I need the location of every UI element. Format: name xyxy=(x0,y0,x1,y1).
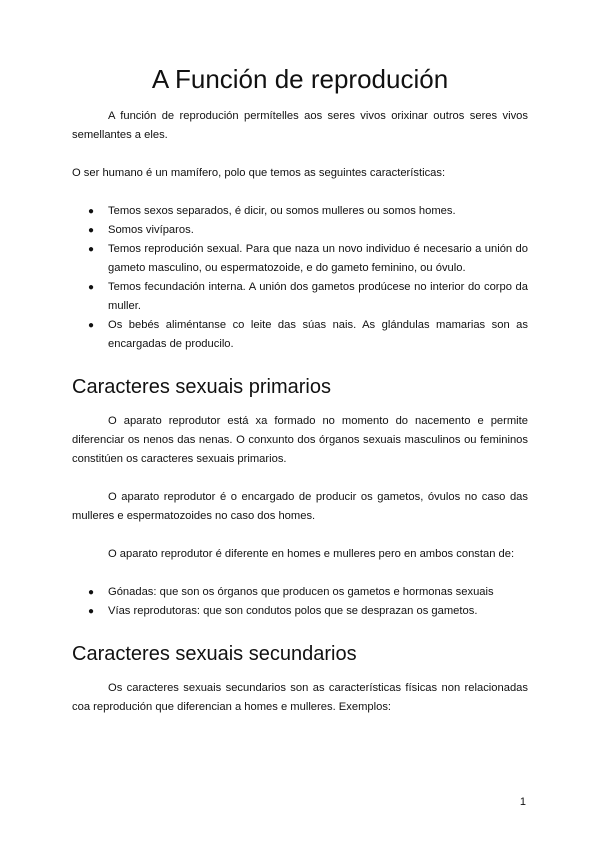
page-number: 1 xyxy=(519,796,526,808)
primarios-paragraph-2: O aparato reprodutor é o encargado de producir os gametos, óvulos no caso das mulleres e espermatozoides no caso dos homes. xyxy=(72,491,528,522)
bullet-icon: ● xyxy=(88,244,95,255)
bullet-icon: ● xyxy=(88,282,95,293)
list-item: ● Somos vivíparos. xyxy=(72,221,528,240)
bullet-icon: ● xyxy=(88,606,95,617)
primarios-paragraph-3: O aparato reprodutor é diferente en homes e mulleres pero en ambos constan de: xyxy=(108,548,515,560)
bullet-icon: ● xyxy=(88,225,95,236)
characteristics-list xyxy=(72,202,528,354)
secundarios-paragraph-1: Os caracteres sexuais secundarios son as características físicas non relacionadas coa reprodución que diferencian a homes e mulleres. Exemplos: xyxy=(72,682,528,713)
section-heading-primarios: Caracteres sexuais primarios xyxy=(72,376,331,398)
bullet-icon: ● xyxy=(88,206,95,217)
section-heading-secundarios: Caracteres sexuais secundarios xyxy=(72,643,357,665)
list-item: ● Vías reprodutoras: que son condutos polos que se desprazan os gametos. xyxy=(72,602,528,621)
list-item: ● Gónadas: que son os órganos que producen os gametos e hormonas sexuais xyxy=(72,583,528,602)
list-item: ● Temos reprodución sexual. Para que naza un novo individuo é necesario a unión do gameto masculino, ou espermatozoide, e do gameto feminino, ou óvulo. xyxy=(72,240,528,278)
page-title: A Función de reprodución xyxy=(151,64,449,94)
intro-paragraph: A función de reprodución permítelles aos seres vivos orixinar outros seres vivos semellantes a eles. xyxy=(72,110,528,141)
intro-characteristics-lead: O ser humano é un mamífero, polo que temos as seguintes características: xyxy=(72,167,446,179)
primarios-paragraph-1: O aparato reprodutor está xa formado no momento do nacemento e permite diferenciar os nenos das nenas. O conxunto dos órganos sexuais masculinos ou femininos constitúen os caracteres sexuais primarios. xyxy=(72,415,528,465)
reproductive-parts-list xyxy=(72,583,528,621)
list-item: ● Os bebés aliméntanse co leite das súas nais. As glándulas mamarias son as encargadas de producilo. xyxy=(72,316,528,354)
bullet-icon: ● xyxy=(88,587,95,598)
list-item: ● Temos fecundación interna. A unión dos gametos prodúcese no interior do corpo da muller. xyxy=(72,278,528,316)
list-item: ● Temos sexos separados, é dicir, ou somos mulleres ou somos homes. xyxy=(72,202,528,221)
bullet-icon: ● xyxy=(88,320,95,331)
